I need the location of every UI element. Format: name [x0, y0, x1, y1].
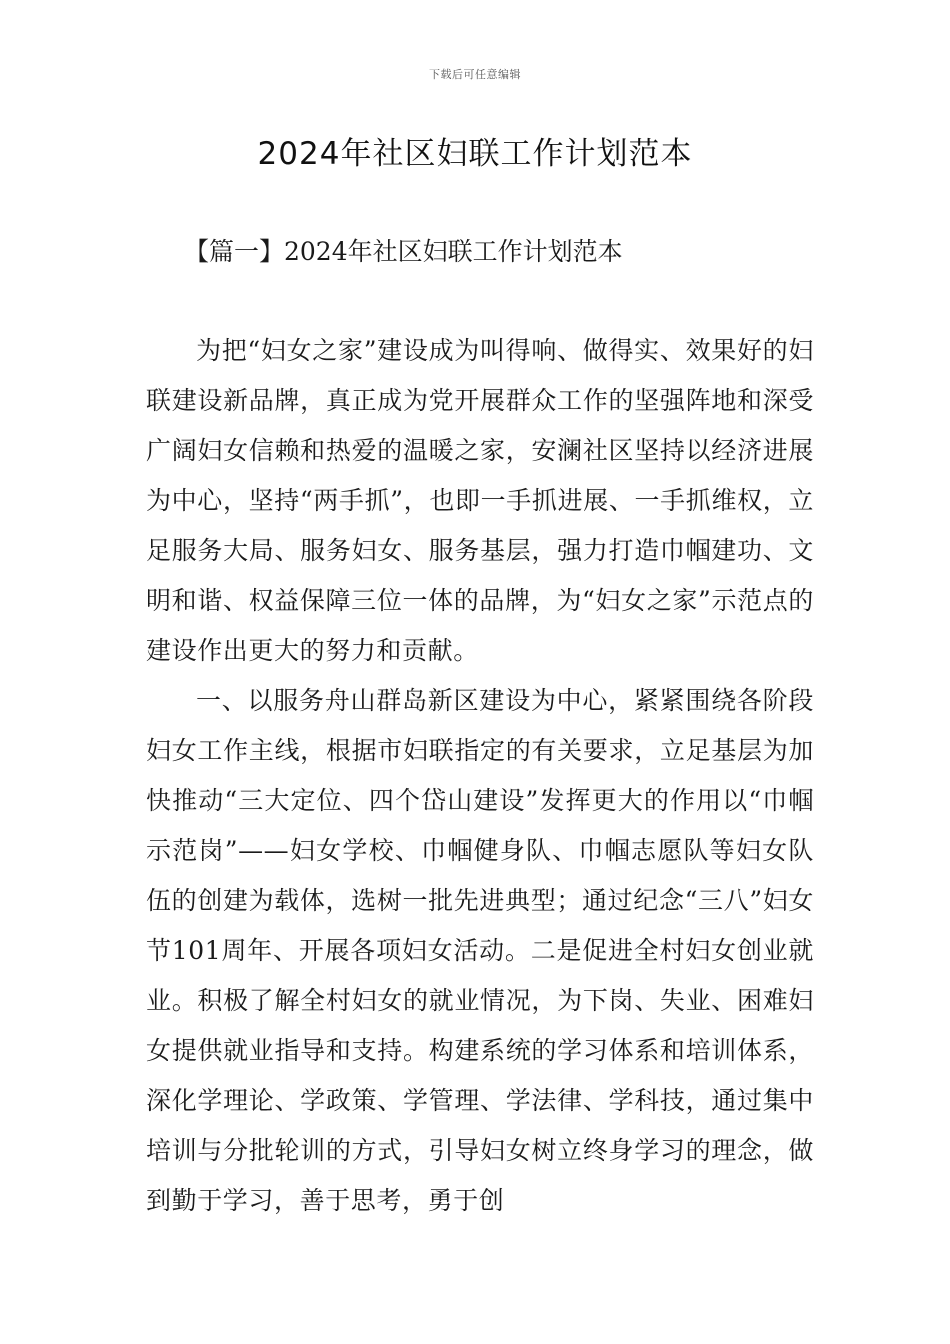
- body-text: [146, 326, 814, 1226]
- paragraph-intro: 为把“妇女之家”建设成为叫得响、做得实、效果好的妇联建设新品牌，真正成为党开展群众工作的坚强阵地和深受广阔妇女信赖和热爱的温暖之家，安澜社区坚持以经济进展为中心，坚持“两手抓”，也即一手抓进展、一手抓维权，立足服务大局、服务妇女、服务基层，强力打造巾帼建功、文明和谐、权益保障三位一体的品牌，为“妇女之家”示范点的建设作出更大的努力和贡献。: [146, 336, 814, 665]
- header-note: 下载后可任意编辑: [429, 68, 521, 81]
- paragraph-point-one: 一、以服务舟山群岛新区建设为中心，紧紧围绕各阶段妇女工作主线，根据市妇联指定的有关要求，立足基层为加快推动“三大定位、四个岱山建设”发挥更大的作用以“巾帼示范岗”——妇女学校、巾帼健身队、巾帼志愿队等妇女队伍的创建为载体，选树一批先进典型；通过纪念“三八”妇女节101周年、开展各项妇女活动。二是促进全村妇女创业就业。积极了解全村妇女的就业情况，为下岗、失业、困难妇女提供就业指导和支持。构建系统的学习体系和培训体系，深化学理论、学政策、学管理、学法律、学科技，通过集中培训与分批轮训的方式，引导妇女树立终身学习的理念，做到勤于学习，善于思考，勇于创: [146, 686, 814, 1215]
- document-title: 2024年社区妇联工作计划范本: [257, 136, 693, 172]
- section-heading: 【篇一】2024年社区妇联工作计划范本: [184, 237, 623, 266]
